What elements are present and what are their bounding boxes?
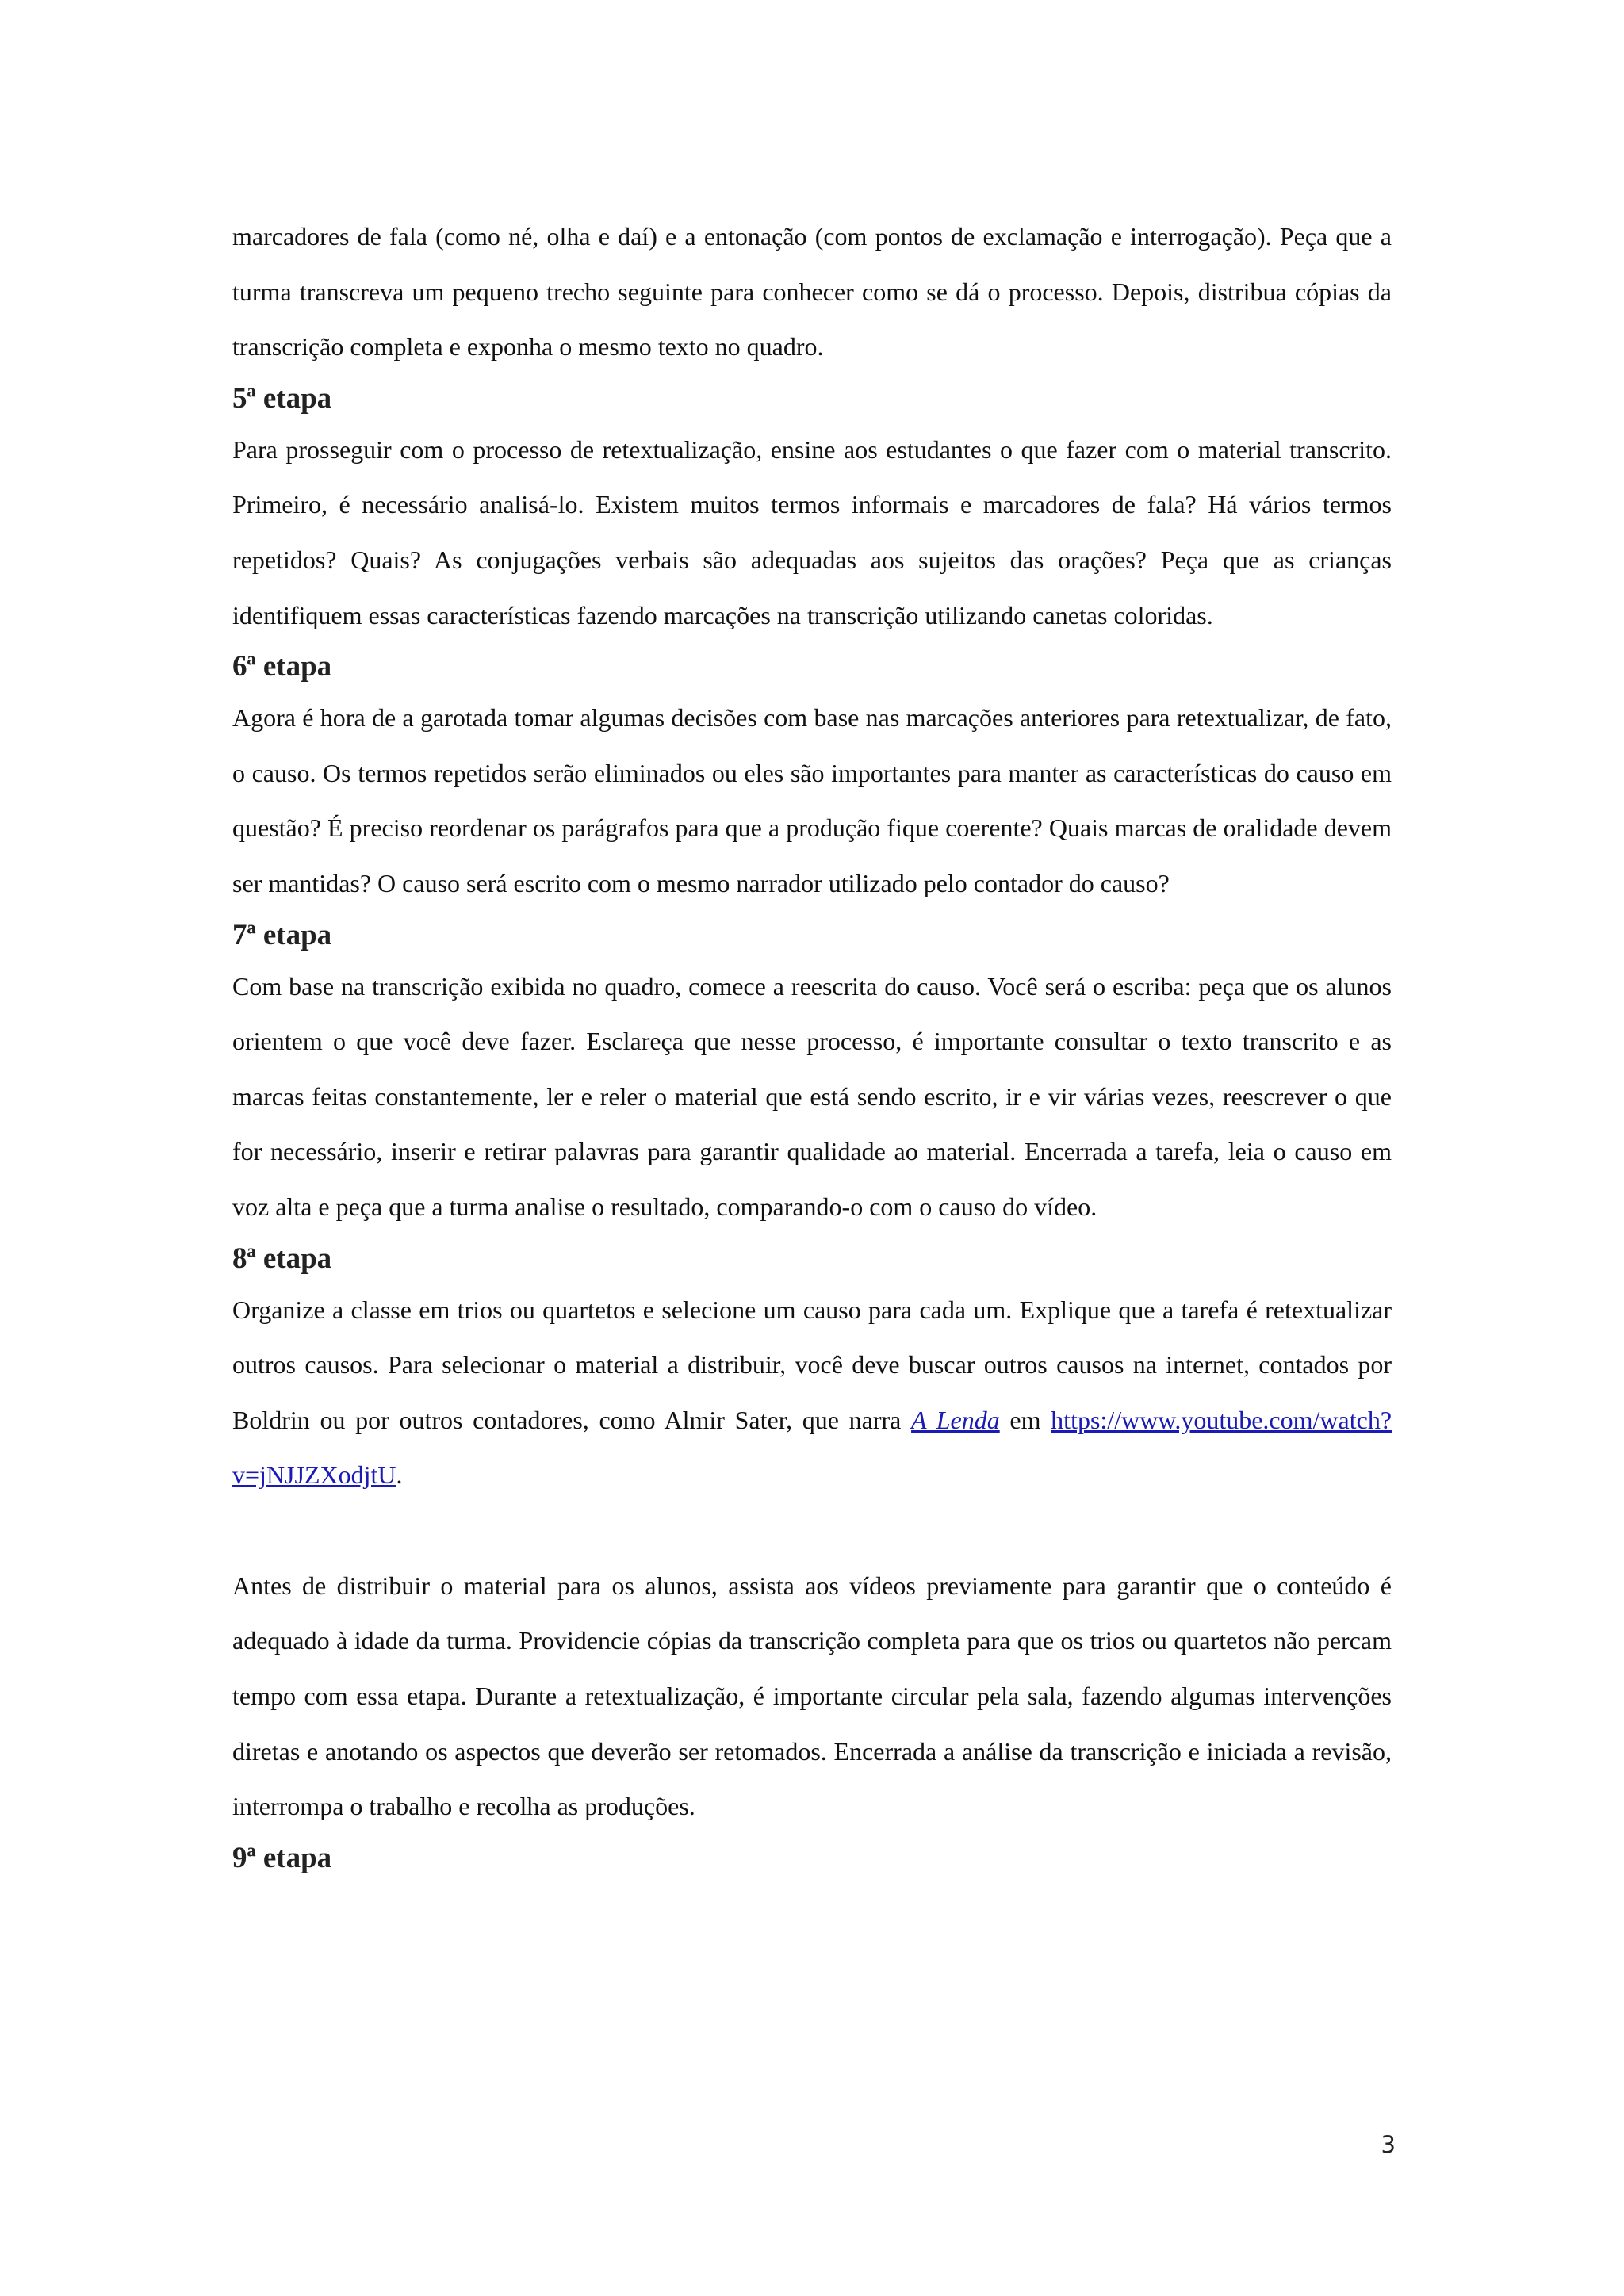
step-8-text-after-link: .	[396, 1460, 403, 1490]
step-6-heading: 6ª etapa	[232, 650, 332, 683]
step-5-heading: 5ª etapa	[232, 381, 332, 415]
step-7-paragraph: Com base na transcrição exibida no quadro, comece a reescrita do causo. Você será o escriba: peça que os alunos orientem o que você deve fazer. Esclareça que nesse processo, é importante consultar o texto transcrito e as marcas feitas constantemente, ler e reler o material que está sendo escrito, ir e vir várias vezes, reescrever o que for necessário, inserir e retirar palavras para garantir qualidade ao material. Encerrada a tarefa, leia o causo em voz alta e peça que a turma analise o resultado, comparando-o com o causo do vídeo.	[232, 971, 1392, 1221]
step-8-text-between: em	[999, 1405, 1051, 1434]
step-8-paragraph	[232, 1283, 1392, 1503]
step-7-heading: 7ª etapa	[232, 918, 332, 951]
page-number: 3	[1381, 2131, 1396, 2158]
a-lenda-link[interactable]: A Lenda	[911, 1405, 1000, 1434]
youtube-url-link[interactable]: https://www.youtube.com/watch?v=jNJJZXodjtU	[232, 1405, 1392, 1490]
paragraph-spacer	[232, 1503, 1392, 1559]
document-body	[232, 209, 1392, 1882]
step-6-paragraph: Agora é hora de a garotada tomar algumas decisões com base nas marcações anteriores para retextualizar, de fato, o causo. Os termos repetidos serão eliminados ou eles são importantes para manter as características do causo em questão? É preciso reordenar os parágrafos para que a produção fique coerente? Quais marcas de oralidade devem ser mantidas? O causo será escrito com o mesmo narrador utilizado pelo contador do causo?	[232, 703, 1392, 897]
step-8-heading: 8ª etapa	[232, 1242, 332, 1275]
step-9-heading: 9ª etapa	[232, 1841, 332, 1874]
step-8-text-before-link: Organize a classe em trios ou quartetos e selecione um causo para cada um. Explique que a tarefa é retextualizar outros causos. Para selecionar o material a distribuir, você deve buscar outros causos na internet, contados por Boldrin ou por outros contadores, como Almir Sater, que narra	[232, 1295, 1392, 1434]
step-8-followup-paragraph: Antes de distribuir o material para os alunos, assista aos vídeos previamente para garantir que o conteúdo é adequado à idade da turma. Providencie cópias da transcrição completa para que os trios ou quartetos não percam tempo com essa etapa. Durante a retextualização, é importante circular pela sala, fazendo algumas intervenções diretas e anotando os aspectos que deverão ser retomados. Encerrada a análise da transcrição e iniciada a revisão, interrompa o trabalho e recolha as produções.	[232, 1571, 1392, 1821]
step-5-paragraph: Para prosseguir com o processo de retextualização, ensine aos estudantes o que fazer com o material transcrito. Primeiro, é necessário analisá-lo. Existem muitos termos informais e marcadores de fala? Há vários termos repetidos? Quais? As conjugações verbais são adequadas aos sujeitos das orações? Peça que as crianças identifiquem essas características fazendo marcações na transcrição utilizando canetas coloridas.	[232, 434, 1392, 629]
intro-paragraph: marcadores de fala (como né, olha e daí) e a entonação (com pontos de exclamação e interrogação). Peça que a turma transcreva um pequeno trecho seguinte para conhecer como se dá o processo. Depois, distribua cópias da transcrição completa e exponha o mesmo texto no quadro.	[232, 222, 1392, 362]
